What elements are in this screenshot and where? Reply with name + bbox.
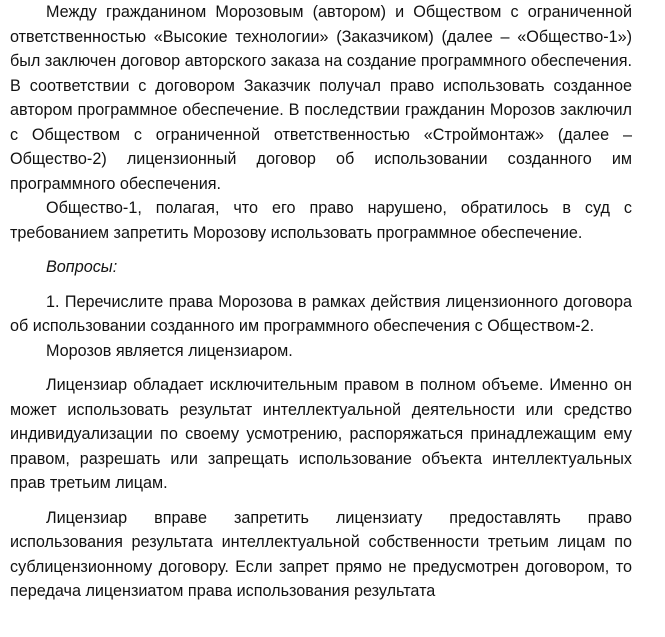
questions-heading: Вопросы: <box>46 258 118 276</box>
case-paragraph-2: Общество-1, полагая, что его право нарушено, обратилось в суд с требованием запретить Морозову использовать программное обеспечение. <box>10 199 632 242</box>
answer-paragraph-2: Лицензиар обладает исключительным правом в полном объеме. Именно он может использовать результат интеллектуальной деятельности или средство индивидуализации по своему усмотрению, распоряжаться принадлежащим ему правом, разрешать или запрещать использование объекта интеллектуальных прав третьим лицам. <box>10 376 632 492</box>
document-page <box>10 0 632 604</box>
question-1: 1. Перечислите права Морозова в рамках действия лицензионного договора об использовании созданного им программного обеспечения с Обществом-2. <box>10 292 632 335</box>
answer-paragraph-1: Морозов является лицензиаром. <box>46 341 293 360</box>
case-paragraph-1: Между гражданином Морозовым (автором) и Обществом с ограниченной ответственностью «Высокие технологии» (Заказчиком) (далее – «Общество-1») был заключен договор авторского заказа на создание программного обеспечения. В соответствии с договором Заказчик получал право использовать созданное автором программное обеспечение. В последствии гражданин Морозов заключил с Обществом с ограниченной ответственностью «Строймонтаж» (далее – Общество-2) лицензионный договор об использовании созданного им программного обеспечения. <box>10 3 632 193</box>
answer-paragraph-3: Лицензиар вправе запретить лицензиату предоставлять право использования результата интеллектуальной собственности третьим лицам по сублицензионному договору. Если запрет прямо не предусмотрен договором, то передача лицензиатом права использования результата <box>10 508 632 600</box>
